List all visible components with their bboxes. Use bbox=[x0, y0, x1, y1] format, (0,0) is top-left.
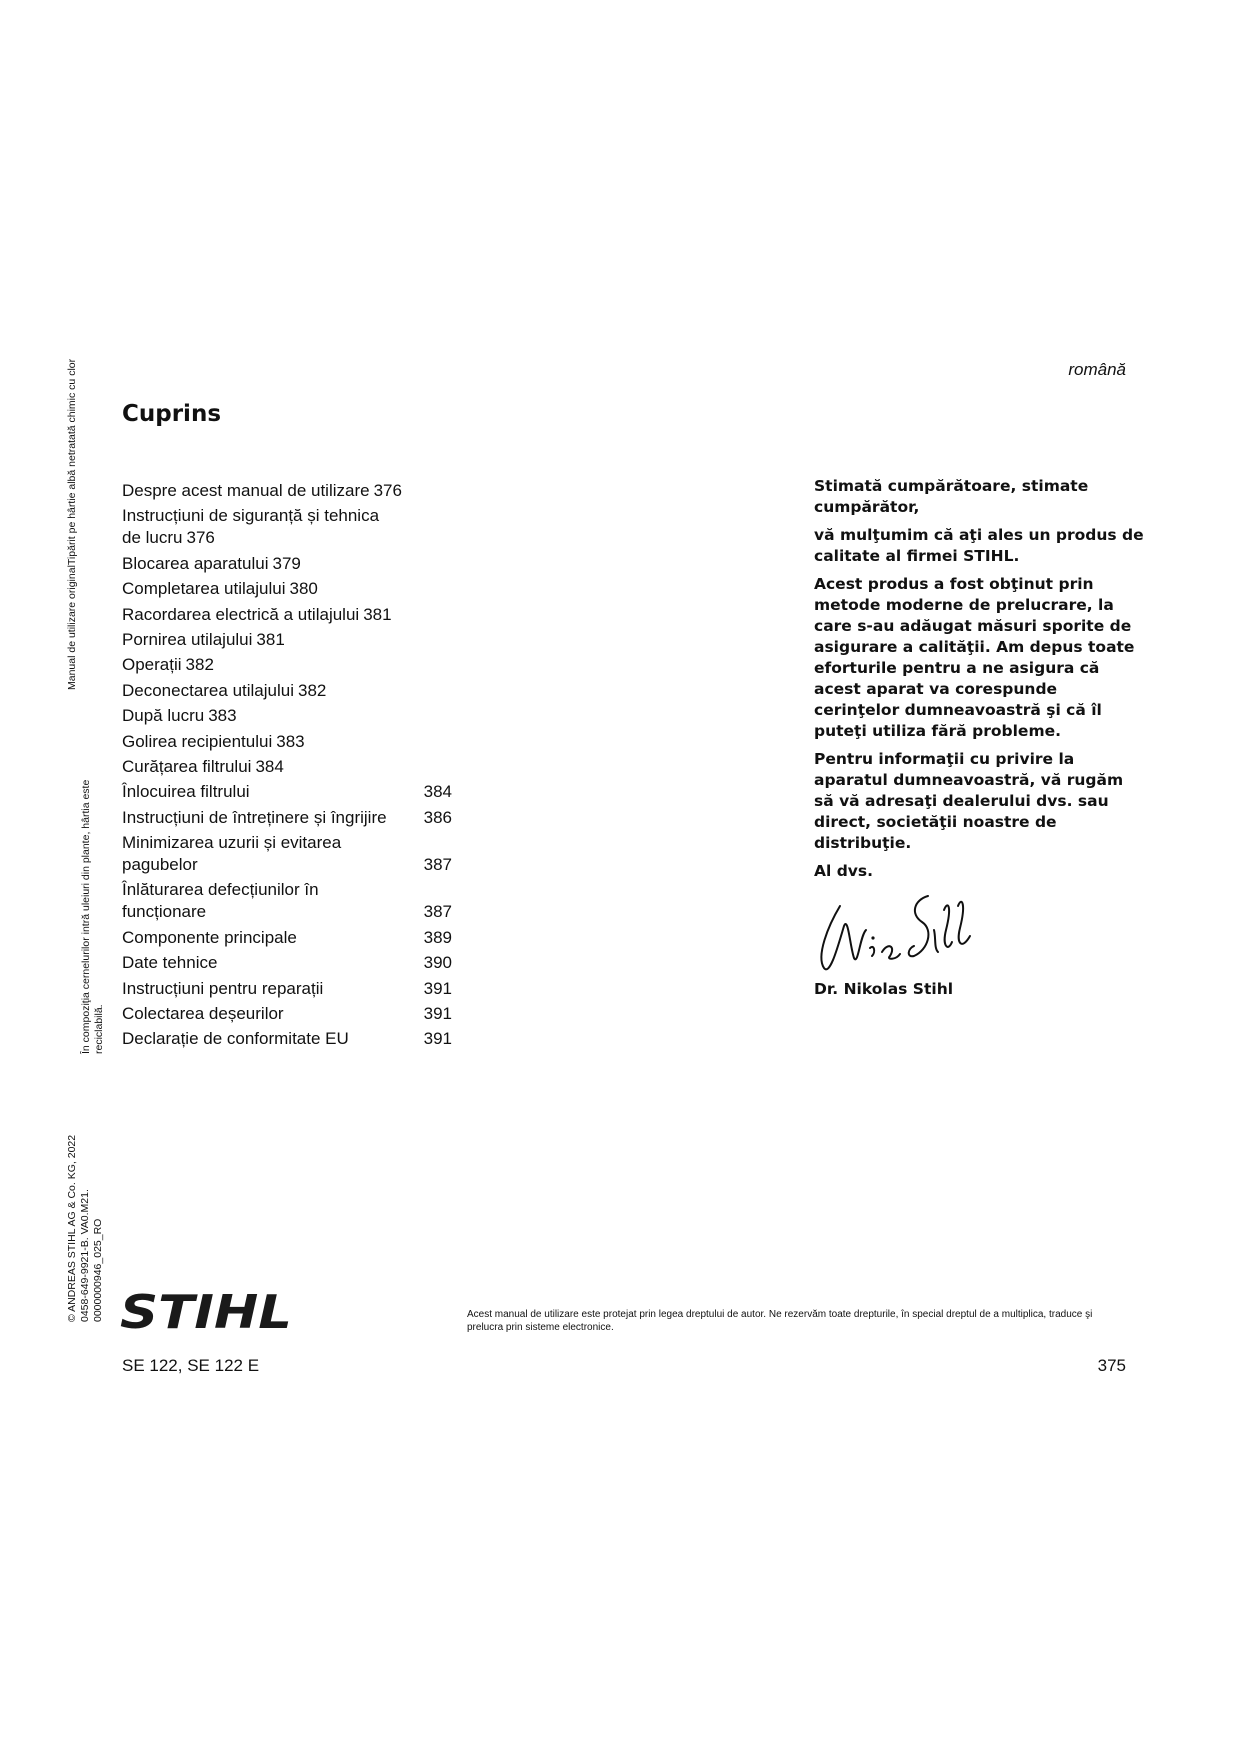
ink-note: În compoziţia cernelurilor intră uleiuri din plante, hârtia este reciclabilă. bbox=[80, 779, 105, 1054]
toc-item[interactable]: Operații 382 bbox=[122, 655, 214, 675]
toc-page: 381 bbox=[363, 604, 392, 624]
letter-paragraph: vă mulţumim că aţi ales un produs de calitate al firmei STIHL. bbox=[814, 526, 1144, 565]
stihl-logo bbox=[118, 1288, 298, 1334]
toc-page: 382 bbox=[298, 680, 327, 700]
toc-page: 383 bbox=[208, 706, 237, 726]
letter-closing: Al dvs. bbox=[814, 862, 874, 880]
toc-page: 383 bbox=[276, 731, 305, 751]
toc-item[interactable]: Deconectarea utilajului 382 bbox=[122, 680, 327, 700]
letter-paragraph: Pentru informaţii cu privire la aparatul dumneavoastră, vă rugăm să vă adresaţi dealerului dvs. sau direct, societăţii noastre de distribuţie. bbox=[814, 750, 1124, 852]
letter-salutation: Stimată cumpărătoare, stimate cumpărător, bbox=[814, 477, 1089, 516]
toc-item[interactable]: Despre acest manual de utilizare 376 bbox=[122, 481, 402, 500]
toc-item[interactable]: Instrucțiuni pentru reparații 391 bbox=[122, 978, 452, 998]
toc-item[interactable]: Componente principale 389 bbox=[122, 927, 452, 947]
toc-item[interactable]: Blocarea aparatului 379 bbox=[122, 553, 301, 573]
toc-page: 391 bbox=[423, 1004, 452, 1024]
letter-paragraph: Acest produs a fost obţinut prin metode moderne de prelucrare, la care s-au adăugat măsuri sporite de asigurare a calităţii. Am depus toate eforturile pentru a ne asigura că acest aparat va corespunde cerinţelor dumneavoastră şi că îl puteţi utiliza fără probleme. bbox=[814, 575, 1135, 740]
manual-note: Manual de utilizare originalTipărit pe hârtie albă netratată chimic cu clor bbox=[66, 358, 78, 690]
toc-item[interactable]: Racordarea electrică a utilajului 381 bbox=[122, 604, 392, 624]
toc-item[interactable]: Colectarea deșeurilor 391 bbox=[122, 1004, 452, 1024]
toc-item[interactable]: Declarație de conformitate EU 391 bbox=[122, 1029, 452, 1049]
toc-page: 384 bbox=[423, 782, 452, 802]
toc-page: 381 bbox=[256, 629, 285, 649]
page-number: 375 bbox=[1097, 1356, 1126, 1375]
toc-page: 386 bbox=[423, 807, 452, 827]
toc-page: 384 bbox=[255, 756, 284, 776]
svg-text:STIHL: STIHL bbox=[120, 1288, 292, 1334]
toc-page: 380 bbox=[289, 579, 318, 599]
toc-page: 382 bbox=[185, 655, 214, 675]
toc-item[interactable]: Pornirea utilajului 381 bbox=[122, 629, 285, 649]
toc-page: 376 bbox=[373, 481, 402, 500]
toc-item[interactable]: Instrucțiuni de întreținere și îngrijire 386 bbox=[122, 807, 452, 827]
toc-page: 379 bbox=[272, 553, 301, 573]
toc-title: Cuprins bbox=[122, 401, 222, 427]
table-of-contents bbox=[122, 480, 452, 1054]
toc-page: 389 bbox=[423, 927, 452, 947]
toc-page: 390 bbox=[423, 953, 452, 973]
toc-item[interactable]: Completarea utilajului 380 bbox=[122, 579, 318, 599]
toc-item[interactable]: Înlocuirea filtrului 384 bbox=[122, 782, 452, 802]
toc-page: 391 bbox=[423, 1029, 452, 1049]
toc-item[interactable]: Minimizarea uzurii și evitarea pagubelor 387 bbox=[122, 833, 452, 875]
welcome-letter bbox=[814, 476, 1144, 889]
toc-page: 387 bbox=[423, 855, 452, 875]
model-number: SE 122, SE 122 E bbox=[122, 1356, 260, 1375]
toc-item[interactable]: Date tehnice 390 bbox=[122, 953, 452, 973]
toc-page: 391 bbox=[423, 978, 452, 998]
toc-item[interactable]: Curățarea filtrului 384 bbox=[122, 756, 284, 776]
toc-page: 376 bbox=[186, 528, 215, 548]
toc-item[interactable]: După lucru 383 bbox=[122, 706, 237, 726]
toc-item[interactable]: Înlăturarea defecțiunilor în funcționare 387 bbox=[122, 880, 452, 922]
copyright-block: © ANDREAS STIHL AG & Co. KG, 2022 0458-649-9921-B. VA0.M21. 0000000946_025_RO bbox=[66, 1134, 104, 1322]
toc-item[interactable]: Golirea recipientului 383 bbox=[122, 731, 305, 751]
language-label: română bbox=[1068, 360, 1126, 379]
copyright-notice: Acest manual de utilizare este protejat prin legea dreptului de autor. Ne rezervăm toate drepturile, în special dreptul de a multiplica, traduce şi prelucra prin sisteme electronice. bbox=[467, 1309, 1093, 1333]
signer-name: Dr. Nikolas Stihl bbox=[814, 980, 954, 998]
toc-item[interactable]: Instrucțiuni de siguranță și tehnica de lucru 376 bbox=[122, 506, 380, 548]
toc-page: 387 bbox=[423, 902, 452, 922]
